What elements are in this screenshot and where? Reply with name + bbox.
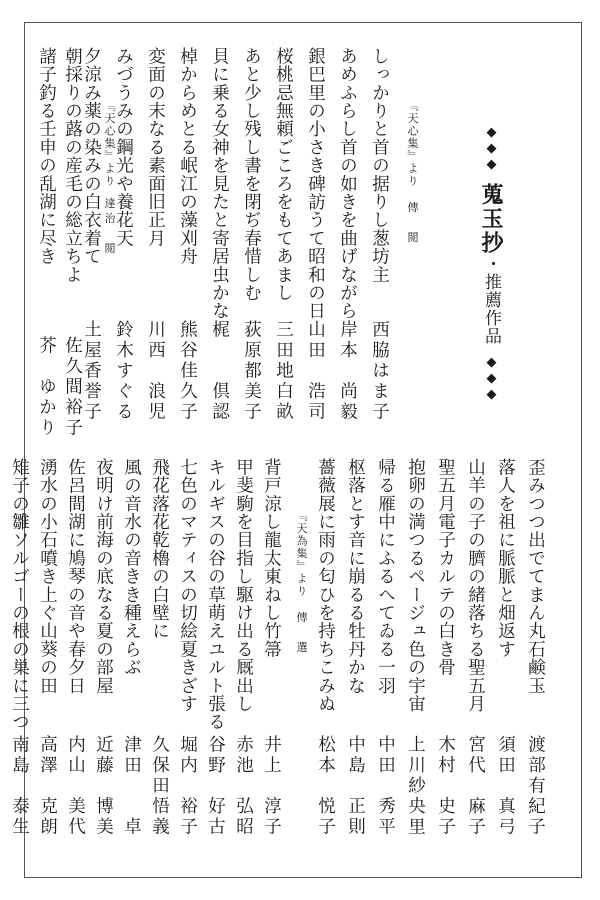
diamond-ornament-bottom: ◆◆◆ bbox=[484, 355, 499, 403]
source-note bbox=[296, 510, 307, 657]
haiku-author: 近藤 博美 bbox=[93, 735, 114, 838]
haiku: 飛花落花乾櫓の白壁に bbox=[149, 458, 170, 640]
haiku: 聖五月電子カルテの白き骨 bbox=[435, 458, 456, 677]
source-title: 『天為集』より bbox=[295, 510, 308, 598]
haiku: 七色のマティスの切絵夏きざす bbox=[177, 458, 198, 713]
haiku-author: 山田 浩司 bbox=[305, 320, 326, 423]
source-title: 『天心集』より bbox=[406, 100, 419, 188]
haiku: 甲斐駒を目指し駆け出る厩出し bbox=[233, 458, 254, 713]
haiku-author: 内山 美代 bbox=[65, 735, 86, 838]
haiku: みづうみの鋼光や養花天 bbox=[113, 47, 134, 248]
source-selector: 傳 閲 bbox=[406, 201, 419, 247]
haiku-author: 松本 悦子 bbox=[315, 735, 336, 838]
haiku-author: 中田 秀平 bbox=[375, 735, 396, 838]
haiku-author: 芥 ゆかり bbox=[36, 336, 57, 439]
haiku: 夕涼み薬の染みの白衣着て bbox=[81, 47, 102, 266]
haiku-author: 熊谷佳久子 bbox=[177, 320, 198, 423]
haiku-author: 渡部有紀子 bbox=[525, 735, 546, 838]
haiku: あと少し残し書を閉ぢ春惜しむ bbox=[241, 47, 262, 302]
haiku: 銀巴里の小さき碑訪うて昭和の日 bbox=[305, 47, 326, 320]
source-selector: 傳 選 bbox=[295, 611, 308, 657]
haiku-author: 井上 淳子 bbox=[261, 735, 282, 838]
haiku: 抱卵の満つるページュ色の宇宙 bbox=[405, 458, 426, 713]
haiku: 変面の末なる素面旧正月 bbox=[145, 47, 166, 248]
haiku-author: 佐久間裕子 bbox=[62, 336, 83, 439]
haiku: 貝に乗る女神を見たと寄居虫かな bbox=[209, 47, 230, 320]
haiku: 諸子釣る壬申の乱湖に尽き bbox=[36, 47, 57, 266]
haiku: あめふらし首の如きを曲げながら bbox=[337, 47, 358, 320]
haiku-author: 土屋香誉子 bbox=[81, 320, 102, 423]
anthology-heading bbox=[480, 125, 502, 403]
haiku-author: 堀内 裕子 bbox=[177, 735, 198, 838]
haiku: 枢落とす音に崩るる牡丹かな bbox=[345, 458, 366, 695]
source-selector: 達治 閲 bbox=[103, 197, 116, 258]
heading-title: 蒐玉抄 bbox=[478, 183, 504, 255]
haiku: 帰る雁中にふるへてゐる一羽 bbox=[375, 458, 396, 695]
haiku-author: 鈴木すぐる bbox=[113, 320, 134, 423]
haiku: 山羊の子の臍の緒落ちる聖五月 bbox=[465, 458, 486, 713]
haiku-author: 三田地白畝 bbox=[273, 320, 294, 423]
haiku-author: 川西 浪児 bbox=[145, 320, 166, 423]
haiku-author: 南島 泰生 bbox=[9, 735, 30, 838]
haiku: 落人を祖に脈脈と畑返す bbox=[495, 458, 516, 659]
haiku-author: 津田 卓 bbox=[121, 735, 142, 838]
haiku: 歪みつつ出でてまん丸石鹸玉 bbox=[525, 458, 546, 695]
haiku-author: 荻原都美子 bbox=[241, 320, 262, 423]
haiku-author: 久保田悟義 bbox=[149, 735, 170, 838]
haiku-author: 須田 真弓 bbox=[495, 735, 516, 838]
haiku-author: 高澤 克朗 bbox=[37, 735, 58, 838]
heading-subtitle: ・推薦作品 bbox=[481, 255, 501, 345]
haiku: 朝採りの蕗の産毛の総立ちよ bbox=[62, 47, 83, 284]
haiku-author: 宮代 麻子 bbox=[465, 735, 486, 838]
haiku: 棹からめとる岷江の藻刈舟 bbox=[177, 47, 198, 266]
haiku: 風の音水の音きき種えらぶ bbox=[121, 458, 142, 677]
haiku-author: 中島 正則 bbox=[345, 735, 366, 838]
source-note bbox=[104, 100, 115, 258]
haiku: 雉子の雛ソルゴーの根の巣に三つ bbox=[9, 458, 30, 731]
haiku: 佐呂間湖に鳩琴の音や春夕日 bbox=[65, 458, 86, 695]
haiku: 背戸涼し龍太東ねし竹箒 bbox=[261, 458, 282, 659]
haiku-author: 赤池 弘昭 bbox=[233, 735, 254, 838]
haiku-author: 梶 倶認 bbox=[209, 320, 230, 423]
haiku-author: 谷野 好古 bbox=[205, 735, 226, 838]
diamond-ornament-top: ◆◆◆ bbox=[484, 125, 499, 173]
source-note bbox=[407, 100, 418, 247]
haiku: 薔薇展に雨の匂ひを持ちこみぬ bbox=[315, 458, 336, 713]
haiku: キルギスの谷の草萌えユルト張る bbox=[205, 458, 226, 731]
haiku: 湧水の小石噴き上ぐ山葵の田 bbox=[37, 458, 58, 695]
haiku: 桜桃忌無頼ごころをもてあまし bbox=[273, 47, 294, 302]
haiku: しっかりと首の据りし葱坊主 bbox=[369, 47, 390, 284]
haiku: 夜明け前海の底なる夏の部屋 bbox=[93, 458, 114, 695]
haiku-author: 岸本 尚毅 bbox=[337, 320, 358, 423]
haiku-author: 西脇はま子 bbox=[369, 320, 390, 423]
haiku-author: 木村 史子 bbox=[435, 735, 456, 838]
haiku-author: 上川紗央里 bbox=[405, 735, 426, 838]
source-title: 『天心集』より bbox=[103, 100, 116, 188]
